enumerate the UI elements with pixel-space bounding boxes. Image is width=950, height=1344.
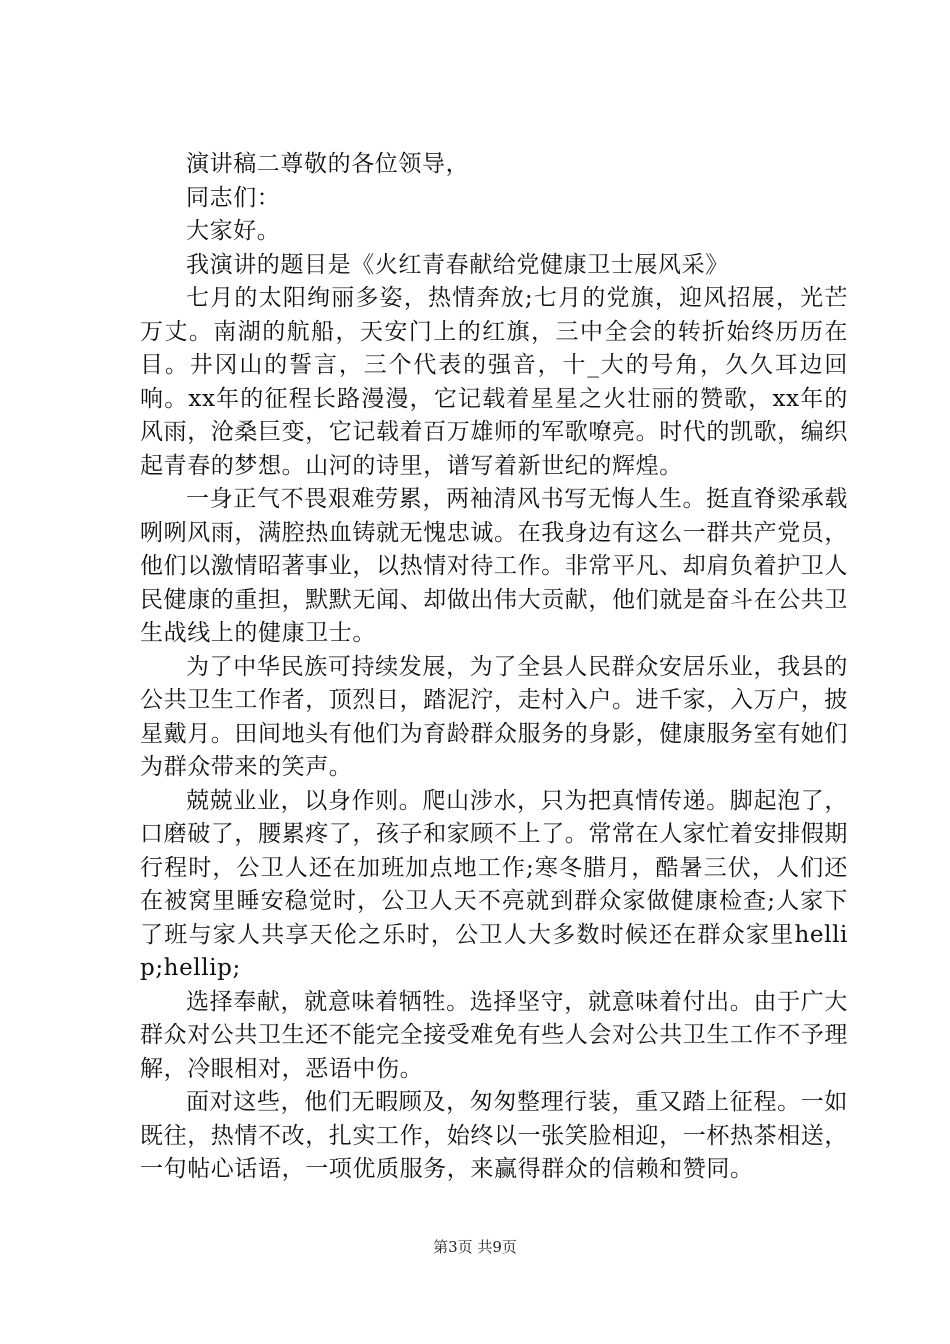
speech-body [140, 148, 848, 1187]
paragraph-salutation: 演讲稿二尊敬的各位领导， [186, 151, 470, 177]
paragraph: 七月的太阳绚丽多姿，热情奔放;七月的党旗，迎风招展，光芒万丈。南湖的航船，天安门上的红旗，三中全会的转折始终历历在目。井冈山的誓言，三个代表的强音，十_大的号角，久久耳边回响。xx年的征程长路漫漫，它记载着星星之火壮丽的赞歌，xx年的风雨，沧桑巨变，它记载着百万雄师的军歌嘹亮。时代的凯歌，编织起青春的梦想。山河的诗里，谱写着新世纪的辉煌。 [140, 285, 848, 479]
paragraph: 面对这些，他们无暇顾及，匆匆整理行装，重又踏上征程。一如既往，热情不改，扎实工作，始终以一张笑脸相迎，一杯热茶相送，一句帖心话语，一项优质服务，来赢得群众的信赖和赞同。 [140, 1089, 848, 1182]
paragraph: 为了中华民族可持续发展，为了全县人民群众安居乐业，我县的公共卫生工作者，顶烈日，踏泥泞，走村入户。进千家，入万户，披星戴月。田间地头有他们为育龄群众服务的身影，健康服务室有她们为群众带来的笑声。 [140, 653, 848, 780]
paragraph-comrades: 同志们： [186, 184, 281, 211]
paragraph: 选择奉献，就意味着牺牲。选择坚守，就意味着付出。由于广大群众对公共卫生还不能完全接受难免有些人会对公共卫生工作不予理解，冷眼相对，恶语中伤。 [140, 988, 848, 1082]
paragraph-topic: 我演讲的题目是《火红青春献给党健康卫士展风采》 [186, 251, 729, 278]
page-number-footer: 第3页 共9页 [433, 1238, 517, 1256]
paragraph: 一身正气不畏艰难劳累，两袖清风书写无悔人生。挺直脊梁承载咧咧风雨，满腔热血铸就无愧忠诚。在我身边有这么一群共产党员，他们以激情昭著事业，以热情对待工作。非常平凡、却肩负着护卫人民健康的重担，默默无闻、却做出伟大贡献，他们就是奋斗在公共卫生战线上的健康卫士。 [140, 486, 848, 646]
paragraph: 兢兢业业，以身作则。爬山涉水，只为把真情传递。脚起泡了，口磨破了，腰累疼了，孩子和家顾不上了。常常在人家忙着安排假期行程时，公卫人还在加班加点地工作;寒冬腊月，酷暑三伏，人们还在被窝里睡安稳觉时，公卫人天不亮就到群众家做健康检查;人家下了班与家人共享天伦之乐时，公卫人大多数时候还在群众家里hellip;hellip; [140, 787, 848, 981]
paragraph-greeting: 大家好。 [186, 218, 281, 244]
